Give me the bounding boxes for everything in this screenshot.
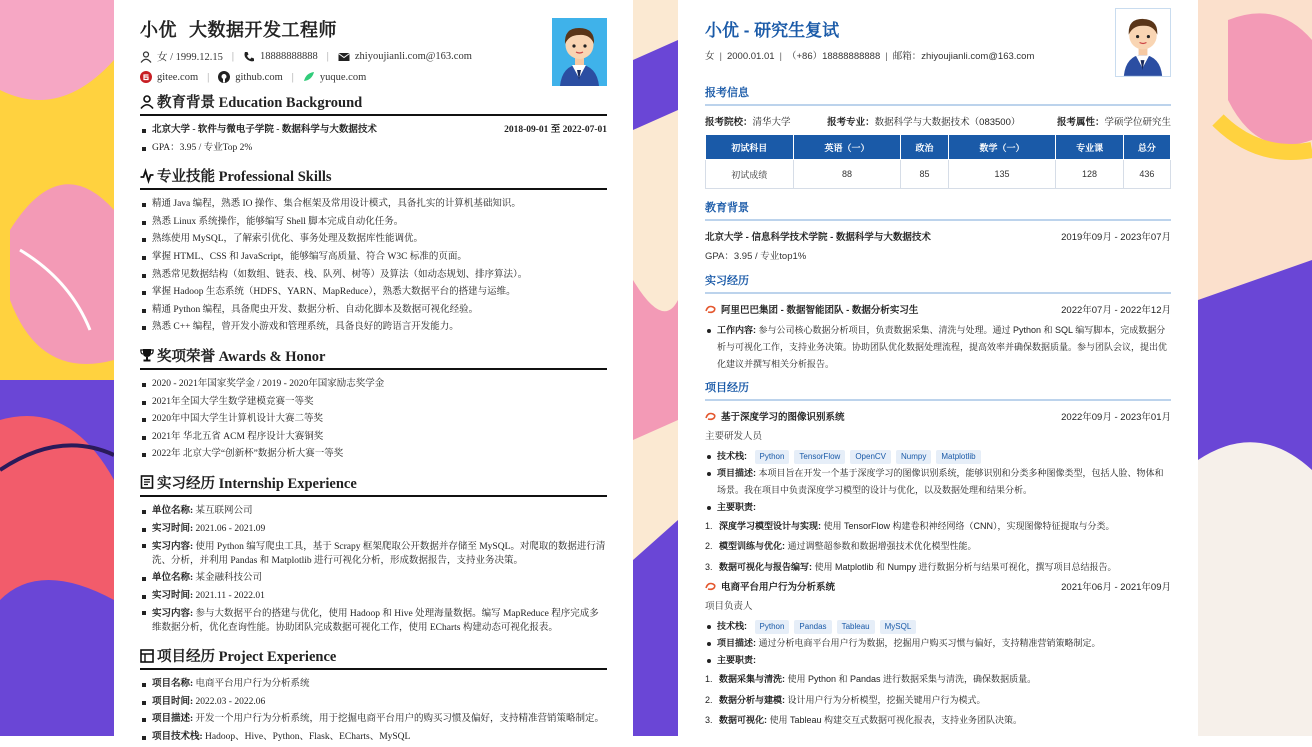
right-header (705, 16, 1171, 80)
avatar-illustration (552, 18, 607, 86)
phone-icon (243, 51, 255, 63)
activity-icon (140, 169, 154, 183)
project-list (140, 676, 607, 746)
link-github[interactable]: github.com (235, 71, 283, 83)
resume-left (114, 0, 633, 743)
project-role: 主要研发人员 (705, 431, 763, 442)
list-item: 项目描述: 本项目旨在开发一个基于深度学习的图像识别系统，能够识别和分类多种图像类型，包括人脸、物体和场景。我在项目中负责深度学习模型的设计与优化，以及数据处理和结果分析。 (705, 465, 1171, 499)
tech-tag: MySQL (880, 620, 917, 634)
left-job-title: 大数据开发工程师 (189, 20, 337, 40)
list-item: 3. 数据可视化: 使用 Tableau 构建交互式数据可视化报表，支持业务团队决策。 (705, 715, 1023, 726)
left-email[interactable]: zhiyoujianli.com@163.com (354, 51, 472, 62)
left-decoration (0, 0, 114, 736)
section-title: 教育背景 Education Background (140, 91, 607, 116)
list-item: 熟悉 Linux 系统操作，能够编写 Shell 脚本完成自动化任务。 (140, 214, 607, 232)
tech-tag: Numpy (896, 450, 931, 464)
window-icon (140, 649, 154, 663)
list-item: 2021年全国大学生数学建模竞赛一等奖 (140, 394, 607, 412)
list-item: 精通 Python 编程，具备爬虫开发、数据分析、自动化脚本及数据可视化经验。 (140, 302, 607, 320)
list-item: 北京大学 - 软件与微电子学院 - 数据科学与大数据技术 2018-09-01 至 2022-07-01 (140, 122, 607, 140)
right-email[interactable]: zhiyoujianli.com@163.com (921, 51, 1035, 62)
list-item: 2022年 北京大学“创新杯”数据分析大赛一等奖 (140, 446, 607, 464)
resume-right (678, 0, 1198, 736)
list-item: 2020 - 2021年国家奖学金 / 2019 - 2020年国家励志奖学金 (140, 376, 607, 394)
list-item: 实习内容: 参与大数据平台的搭建与优化，使用 Hadoop 和 Hive 处理海量数据。编写 MapReduce 程序完成多维数据分析，优化查询性能。协助团队完成数据可视化工作，使用 ECharts 构建动态可视化报表。 (140, 605, 607, 637)
yuque-icon (303, 71, 315, 83)
left-section-internship (140, 472, 607, 637)
tech-tag: Tableau (837, 620, 875, 634)
logo-swirl-icon (705, 412, 717, 421)
left-section-project (140, 645, 607, 746)
left-name: 小优 大数据开发工程师 (140, 20, 337, 40)
list-item: 熟悉 C++ 编程，曾开发小游戏和管理系统，具备良好的跨语言开发能力。 (140, 319, 607, 337)
table-header-cell: 政治 (901, 135, 948, 160)
tech-tag: OpenCV (850, 450, 891, 464)
project-duties (705, 516, 1171, 577)
table-cell: 85 (901, 160, 948, 189)
skills-list (140, 196, 607, 337)
project-duties (705, 669, 1171, 730)
table-header-cell: 数学（一） (948, 135, 1056, 160)
link-gitee[interactable]: gitee.com (157, 71, 199, 83)
section-title-projects: 项目经历 (705, 379, 1171, 401)
list-item: 掌握 HTML、CSS 和 JavaScript，能够编写高质量、符合 W3C 标准的页面。 (140, 249, 607, 267)
section-title-education: 教育背景 (705, 199, 1171, 221)
avatar-illustration (1116, 9, 1170, 76)
internship-bullets (705, 322, 1171, 373)
list-item: 技术栈: Python TensorFlow OpenCV Numpy Matplotlib (705, 448, 1171, 465)
logo-swirl-icon (705, 305, 717, 314)
table-row (706, 160, 1171, 189)
right-decoration (1198, 0, 1312, 736)
link-yuque[interactable]: yuque.com (319, 71, 367, 83)
list-item: 熟悉常见数据结构（如数组、链表、栈、队列、树等）及算法（如动态规划、排序算法）。 (140, 267, 607, 285)
list-item: 2020年中国大学生计算机设计大赛二等奖 (140, 411, 607, 429)
list-item: 主要职责: (705, 652, 1171, 669)
mail-icon (338, 51, 350, 63)
trophy-icon (140, 348, 154, 362)
list-item: 2. 模型训练与优化: 通过调整超参数和数据增强技术优化模型性能。 (705, 541, 977, 552)
left-section-education (140, 91, 607, 157)
list-item: 工作内容: 参与公司核心数据分析项目，负责数据采集、清洗与处理。通过 Python 和 SQL 编写脚本，完成数据分析与可视化工作，支持业务决策。协助团队优化数据处理流程，提高效率并确保数据质量。参与团队会议，提出优化建议并撰写相关分析报告。 (705, 322, 1171, 373)
left-header (140, 16, 607, 89)
list-item: 1. 数据采集与清洗: 使用 Python 和 Pandas 进行数据采集与清洗，确保数据质量。 (705, 674, 1037, 685)
scores-table (705, 134, 1171, 189)
list-item: 2021年 华北五省 ACM 程序设计大赛铜奖 (140, 429, 607, 447)
list-item: 实习时间: 2021.06 - 2021.09 (140, 521, 607, 539)
right-name: 小优 - 研究生复试 (705, 21, 840, 40)
avatar (552, 18, 607, 86)
table-cell: 初试成绩 (706, 160, 794, 189)
list-item: 实习时间: 2021.11 - 2022.01 (140, 588, 607, 606)
table-cell: 436 (1123, 160, 1170, 189)
education-row: 北京大学 - 信息科学技术学院 - 数据科学与大数据技术 2019年09月 - 2023年07月 (705, 232, 1171, 243)
left-contact-line: 女 / 1999.12.15 | 18888888888 | zhiyoujianli.com@163.com (140, 49, 607, 64)
tech-tag: Python (755, 450, 790, 464)
gitee-icon (140, 71, 152, 83)
table-header-cell: 专业课 (1056, 135, 1123, 160)
table-header-row (706, 135, 1171, 160)
list-item: 3. 数据可视化与报告编写: 使用 Matplotlib 和 Numpy 进行数据分析与结果可视化，撰写项目总结报告。 (705, 561, 1117, 572)
person-icon (140, 95, 154, 109)
list-item: 项目时间: 2022.03 - 2022.06 (140, 694, 607, 712)
tech-tag: Matplotlib (936, 450, 980, 464)
education-gpa: GPA：3.95 / 专业top1% (705, 251, 807, 262)
project-title-row: 基于深度学习的图像识别系统 2022年09月 - 2023年01月 (705, 409, 1171, 423)
section-title-internship: 实习经历 (705, 272, 1171, 294)
list-item: 项目技术栈: Hadoop、Hive、Python、Flask、ECharts、MySQL (140, 729, 607, 747)
list-item: GPA：3.95 / 专业Top 2% (140, 140, 607, 158)
right-email-label: 邮箱： (892, 51, 922, 62)
right-contact-line: 女 | 2000.01.01 | （+86）18888888888 | 邮箱：zhiyoujianli.com@163.com (705, 51, 1035, 62)
table-cell: 128 (1056, 160, 1123, 189)
middle-decoration (633, 0, 678, 736)
project-title-row: 电商平台用户行为分析系统 2021年06月 - 2021年09月 (705, 579, 1171, 593)
list-item: 实习内容: 使用 Python 编写爬虫工具，基于 Scrapy 框架爬取公开数据并存储至 MySQL。对爬取的数据进行清洗、分析，并利用 Pandas 和 Matplotlib 进行可视化分析，形成数据报告，支持业务决策。 (140, 538, 607, 570)
left-gender-birth: 女 / 1999.12.15 (157, 52, 223, 63)
left-links-line: gitee.com | github.com | yuque.com (140, 71, 607, 83)
list-item: 1. 深度学习模型设计与实现: 使用 TensorFlow 构建卷积神经网络（CNN），实现图像特征提取与分类。 (705, 521, 1115, 531)
section-title-exam: 报考信息 (705, 84, 1171, 106)
tech-tag: Pandas (794, 620, 831, 634)
section-title: 奖项荣誉 Awards & Honor (140, 345, 607, 370)
awards-list (140, 376, 607, 464)
right-gender: 女 (705, 51, 715, 62)
table-cell: 88 (793, 160, 901, 189)
document-icon (140, 475, 154, 489)
list-item: 单位名称: 某互联网公司 (140, 503, 607, 521)
table-header-cell: 英语（一） (793, 135, 901, 160)
internship-title-row: 阿里巴巴集团 - 数据智能团队 - 数据分析实习生 2022年07月 - 2022年12月 (705, 302, 1171, 316)
list-item: 掌握 Hadoop 生态系统（HDFS、YARN、MapReduce），熟悉大数据平台的搭建与运维。 (140, 284, 607, 302)
right-birth: 2000.01.01 (726, 51, 775, 62)
project-bullets (705, 448, 1171, 516)
list-item: 项目描述: 通过分析电商平台用户行为数据，挖掘用户购买习惯与偏好，支持精准营销策略制定。 (705, 635, 1171, 652)
tech-tag: Python (755, 620, 790, 634)
list-item: 单位名称: 某金融科技公司 (140, 570, 607, 588)
project-bullets (705, 618, 1171, 669)
list-item: 项目名称: 电商平台用户行为分析系统 (140, 676, 607, 694)
exam-info-row: 报考院校：清华大学 报考专业：数据科学与大数据技术（083500） 报考属性：学硕学位研究生 (705, 117, 1171, 128)
list-item: 2. 数据分析与建模: 设计用户行为分析模型，挖掘关键用户行为模式。 (705, 694, 986, 705)
section-title: 项目经历 Project Experience (140, 645, 607, 670)
list-item: 项目描述: 开发一个用户行为分析系统，用于挖掘电商平台用户的购买习惯及偏好，支持精准营销策略制定。 (140, 711, 607, 729)
internship-list (140, 503, 607, 637)
github-icon (218, 71, 230, 83)
list-item: 精通 Java 编程，熟悉 IO 操作、集合框架及常用设计模式，具备扎实的计算机基础知识。 (140, 196, 607, 214)
section-title: 实习经历 Internship Experience (140, 472, 607, 497)
education-list (140, 122, 607, 157)
table-header-cell: 总分 (1123, 135, 1170, 160)
table-header-cell: 初试科目 (706, 135, 794, 160)
project-role: 项目负责人 (705, 601, 753, 613)
table-cell: 135 (948, 160, 1056, 189)
list-item: 主要职责: (705, 499, 1171, 516)
left-phone[interactable]: 18888888888 (260, 51, 318, 62)
logo-swirl-icon (705, 582, 717, 591)
tech-tag: TensorFlow (794, 450, 845, 464)
list-item: 技术栈: Python Pandas Tableau MySQL (705, 618, 1171, 635)
person-icon (140, 51, 152, 63)
left-section-skills (140, 165, 607, 337)
right-phone[interactable]: （+86）18888888888 (787, 51, 881, 62)
section-title: 专业技能 Professional Skills (140, 165, 607, 190)
avatar (1115, 8, 1171, 77)
list-item: 熟练使用 MySQL，了解索引优化、事务处理及数据库性能调优。 (140, 231, 607, 249)
left-section-awards (140, 345, 607, 464)
